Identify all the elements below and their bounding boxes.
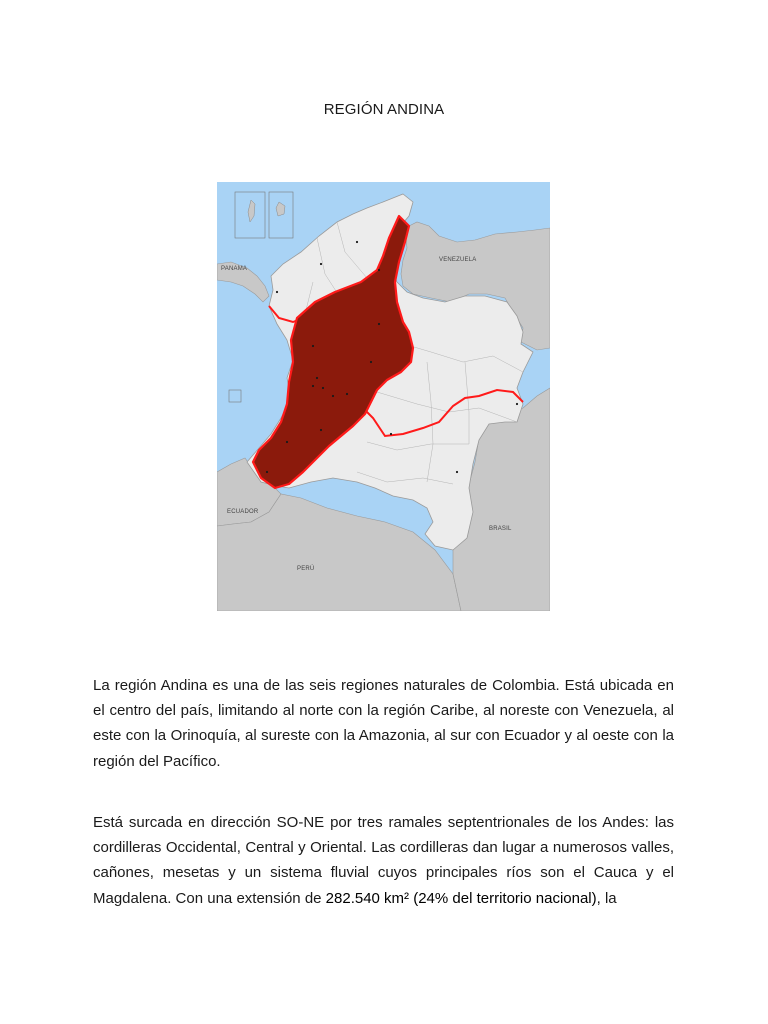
page-title: REGIÓN ANDINA: [323, 101, 445, 118]
paragraph-geography-part-3: , la: [596, 889, 617, 907]
map-label-venezuela: VENEZUELA: [439, 257, 477, 263]
paragraph-intro: La región Andina es una de las seis regiones naturales de Colombia. Está ubicada en el centro del país, limitando al norte con la región Caribe, al noreste con Venezuela, al este con la Orinoquía, al sureste con la Amazonia, al sur con Ecuador y al oeste con la región del Pacífico.: [93, 677, 674, 770]
map-label-brasil: BRASIL: [489, 526, 512, 532]
map-label-ecuador: ECUADOR: [227, 509, 259, 515]
paragraph-geography-part-1: Está surcada en dirección SO-NE por tres ramales septentrionales de los Andes: las cordilleras Occidental, Central y Oriental. Las cordilleras dan lugar a numerosos valles, cañones, mesetas y un sistema fluvial cuyos principales ríos son el Cauca y el Magdalena. Con una extensión de: [93, 814, 674, 907]
region-andina-map: [217, 182, 550, 611]
paragraph-geography-extension: 282.540 km² (24% del territorio nacional): [325, 889, 597, 907]
map-label-panama: PANAMA: [221, 266, 248, 272]
paragraph-geography: [93, 810, 674, 911]
map-label-peru: PERÚ: [297, 566, 315, 572]
